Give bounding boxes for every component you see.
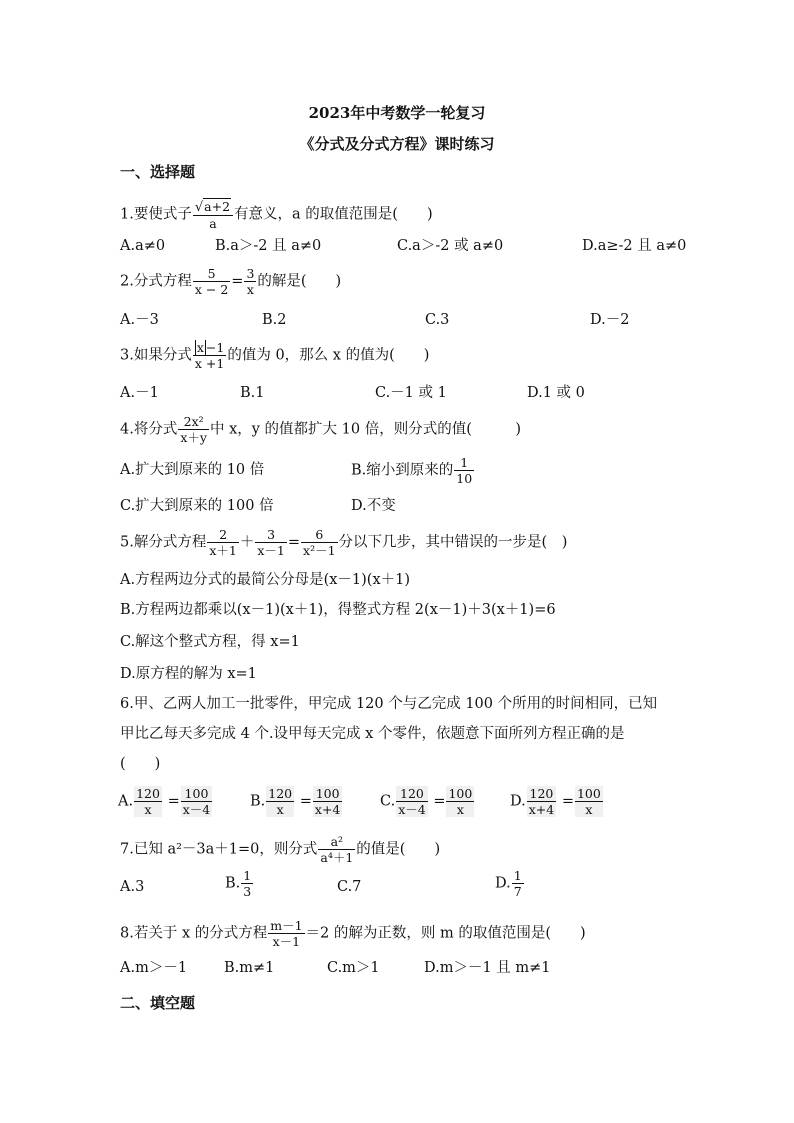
- question-4: [120, 414, 521, 445]
- q8-fraction: [268, 918, 304, 949]
- q1-option-a: A.a≠0: [120, 238, 166, 254]
- q6-d-d2: x: [585, 802, 593, 817]
- q6-d-label: D.: [510, 793, 526, 810]
- q1-option-b: B.a＞-2 且 a≠0: [215, 238, 322, 254]
- q8-den: x－1: [272, 934, 301, 949]
- q4-option-d: D.不变: [351, 498, 396, 514]
- q6-stem-line2: 甲比乙每天多完成 4 个.设甲每天完成 x 个零件，依题意下面所列方程正确的是: [120, 726, 625, 742]
- q4-option-b: [351, 455, 475, 486]
- q2-f2-den: x: [246, 282, 254, 297]
- question-1: [120, 198, 433, 231]
- q7-optb-den: 3: [243, 884, 252, 899]
- q6-d-left-fraction: [527, 786, 556, 817]
- q6-option-d: [510, 786, 604, 817]
- q7-option-a: A.3: [120, 879, 145, 895]
- q6-c-n2: 100: [448, 786, 473, 801]
- q8-num: m－1: [270, 918, 303, 933]
- q6-b-n2: 100: [313, 786, 342, 802]
- q2-fraction-right: [244, 266, 256, 297]
- q2-fraction-left: [193, 266, 230, 297]
- q4-option-b-fraction: [454, 455, 474, 486]
- q6-b-d1: x: [276, 802, 284, 817]
- q5-step-c: C.解这个整式方程，得 x=1: [120, 634, 300, 650]
- q3-option-a: A.－1: [120, 385, 159, 401]
- q7-option-b-label: B.: [225, 875, 241, 892]
- q1-option-d: D.a≥-2 且 a≠0: [582, 238, 687, 254]
- q5-fraction-3: [301, 527, 338, 558]
- q1-option-c: C.a＞-2 或 a≠0: [397, 238, 504, 254]
- q3-option-b: B.1: [240, 385, 265, 401]
- q6-a-left-fraction: [134, 786, 162, 817]
- q3-option-d: D.1 或 0: [527, 385, 585, 401]
- q6-c-eq: =: [433, 793, 446, 810]
- q3-den: x +1: [194, 356, 225, 371]
- q2-option-c: C.3: [425, 312, 450, 328]
- q6-b-label: B.: [250, 793, 266, 810]
- q6-c-right-fraction: [446, 786, 474, 817]
- q5-f2-den: x－1: [257, 543, 285, 558]
- q5-f3-den: x²－1: [303, 543, 336, 558]
- q5-step-b: B.方程两边都乘以(x－1)(x＋1)，得整式方程 2(x－1)＋3(x＋1)=6: [120, 602, 556, 618]
- q6-a-n2: 100: [181, 786, 213, 802]
- q4-stem-pre: 4.将分式: [120, 421, 178, 438]
- q2-f2-num: 3: [246, 266, 255, 281]
- q6-c-d2: x: [456, 802, 464, 817]
- q2-f1-num: 5: [193, 266, 230, 282]
- q5-f2-num: 3: [255, 527, 287, 543]
- q7-option-d: [495, 868, 525, 899]
- q6-d-n1: 120: [527, 786, 556, 802]
- q5-stem-pre: 5.解分式方程: [120, 534, 207, 551]
- q1-stem-pre: 1.要使式子: [120, 206, 192, 223]
- q3-stem-pre: 3.如果分式: [120, 347, 192, 364]
- q3-num-rest: −1: [205, 340, 225, 355]
- q6-b-n1: 120: [268, 786, 293, 801]
- q6-b-d2: x+4: [314, 802, 341, 817]
- q4-num: 2x²: [178, 414, 209, 430]
- question-7: [120, 834, 440, 865]
- question-8: [120, 918, 586, 949]
- q2-stem-post: 的解是( ): [257, 273, 342, 290]
- q5-equals: =: [287, 534, 301, 551]
- q2-stem-pre: 2.分式方程: [120, 273, 192, 290]
- q7-option-d-label: D.: [495, 875, 511, 892]
- q7-num: a²: [318, 834, 355, 850]
- q1-stem-post: 有意义，a 的取值范围是( ): [234, 206, 433, 223]
- q5-f1-den: x＋1: [209, 543, 237, 558]
- q5-fraction-1: [207, 527, 239, 558]
- q5-stem-post: 分以下几步，其中错误的一步是( ): [338, 534, 568, 551]
- q5-step-d: D.原方程的解为 x=1: [120, 666, 257, 682]
- q5-step-a: A.方程两边分式的最简公分母是(x－1)(x＋1): [120, 572, 411, 588]
- q5-f1-num: 2: [207, 527, 239, 543]
- q8-option-d: D.m＞－1 且 m≠1: [424, 960, 551, 976]
- q6-option-c: [380, 786, 475, 817]
- doc-title: 2023年中考数学一轮复习: [308, 104, 486, 122]
- q2-option-a: A.－3: [120, 312, 159, 328]
- q2-f1-den: x − 2: [194, 282, 229, 297]
- q8-stem-post: ＝2 的解为正数，则 m 的取值范围是( ): [305, 925, 586, 942]
- q4-stem-post: 中 x，y 的值都扩大 10 倍，则分式的值( ): [209, 421, 522, 438]
- q3-abs-x: x: [196, 340, 204, 355]
- q6-b-eq: =: [299, 793, 312, 810]
- q6-a-n1: 120: [136, 786, 160, 801]
- q7-option-b-fraction: [241, 868, 253, 899]
- q5-f3-num: 6: [301, 527, 338, 543]
- q7-stem-post: 的值是( ): [356, 841, 441, 858]
- q6-a-d1: x: [144, 802, 152, 817]
- q7-den: a⁴＋1: [320, 850, 354, 865]
- q2-option-b: B.2: [262, 312, 287, 328]
- q4-option-a: A.扩大到原来的 10 倍: [120, 462, 265, 478]
- q6-d-d1: x+4: [528, 802, 555, 817]
- q6-d-eq: =: [561, 793, 574, 810]
- q6-c-left-fraction: [396, 786, 428, 817]
- q4-optb-den: 10: [456, 471, 473, 486]
- q6-option-a: [118, 786, 213, 817]
- section-fill-in: 二、填空题: [120, 994, 196, 1012]
- q6-stem-line3: ( ): [120, 756, 161, 772]
- q7-optb-num: 1: [243, 868, 252, 883]
- q6-a-right-fraction: [181, 786, 213, 817]
- q8-stem-pre: 8.若关于 x 的分式方程: [120, 925, 268, 942]
- q7-optd-num: 1: [513, 868, 522, 883]
- q6-b-right-fraction: [313, 786, 342, 817]
- q7-option-b: [225, 868, 254, 899]
- q6-a-eq: =: [167, 793, 180, 810]
- q3-fraction: [193, 340, 227, 371]
- q7-optd-den: 7: [513, 884, 522, 899]
- q6-a-label: A.: [118, 793, 134, 810]
- question-3: [120, 340, 429, 371]
- q6-d-right-fraction: [575, 786, 603, 817]
- q6-c-n1: 120: [396, 786, 428, 802]
- q7-fraction: [318, 834, 355, 865]
- q4-option-b-text: B.缩小到原来的: [351, 462, 454, 479]
- section-choice: 一、选择题: [120, 163, 196, 181]
- q1-denominator: a: [209, 216, 217, 231]
- q7-option-c: C.7: [337, 879, 362, 895]
- q6-option-b: [250, 786, 343, 817]
- q8-option-b: B.m≠1: [224, 960, 275, 976]
- q3-stem-post: 的值为 0，那么 x 的值为( ): [227, 347, 430, 364]
- q4-den: x＋y: [180, 430, 207, 445]
- q6-c-label: C.: [380, 793, 396, 810]
- question-5: [120, 527, 567, 558]
- q6-c-d1: x－4: [398, 802, 426, 817]
- q8-option-c: C.m＞1: [327, 960, 380, 976]
- q8-option-a: A.m＞－1: [120, 960, 188, 976]
- q6-stem-line1: 6.甲、乙两人加工一批零件，甲完成 120 个与乙完成 100 个所用的时间相同，已知: [120, 696, 658, 712]
- q1-fraction: $\frac{√a+2}{a}$: [193, 198, 233, 231]
- q4-option-c: C.扩大到原来的 100 倍: [120, 498, 274, 514]
- question-2: [120, 266, 341, 297]
- q3-option-c: C.－1 或 1: [375, 385, 447, 401]
- q4-fraction: [178, 414, 209, 445]
- doc-subtitle: 《分式及分式方程》课时练习: [299, 135, 495, 153]
- q2-option-d: D.－2: [590, 312, 630, 328]
- q4-optb-num: 1: [454, 455, 474, 471]
- q5-fraction-2: [255, 527, 287, 558]
- q5-plus: ＋: [239, 534, 255, 551]
- q7-stem-pre: 7.已知 a²－3a＋1=0，则分式: [120, 841, 318, 858]
- q1-radicand: a+2: [204, 199, 231, 214]
- q6-a-d2: x－4: [182, 802, 211, 817]
- q6-d-n2: 100: [576, 786, 601, 801]
- q2-equals: =: [231, 273, 244, 290]
- q6-b-left-fraction: [266, 786, 294, 817]
- q7-option-d-fraction: [512, 868, 524, 899]
